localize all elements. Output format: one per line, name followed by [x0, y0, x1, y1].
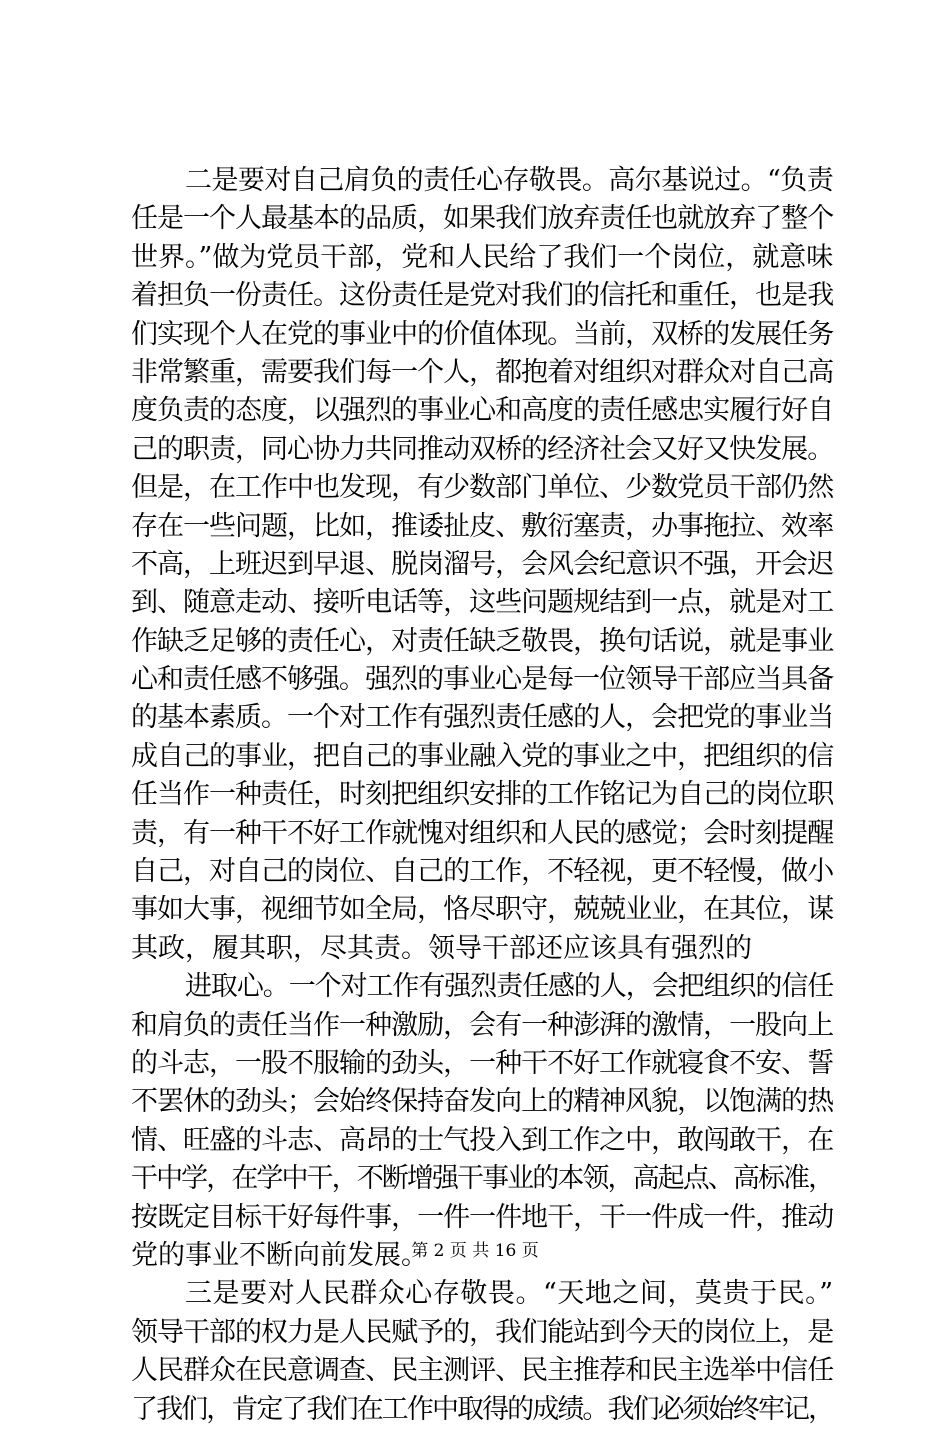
- text-line: 任当作一种责任，时刻把组织安排的工作铭记为自己的岗位职: [131, 779, 833, 811]
- text-line: 着担负一份责任。这份责任是党对我们的信托和重任，也是我: [131, 280, 833, 312]
- text-line: 按既定目标干好每件事，一件一件地干，干一件成一件，推动: [131, 1201, 833, 1233]
- text-line: 责，有一种干不好工作就愧对组织和人民的感觉；会时刻提醒: [131, 817, 833, 849]
- page-footer: 第 2 页 共 16 页: [411, 1241, 539, 1261]
- text-line: 但是，在工作中也发现，有少数部门单位、少数党员干部仍然: [131, 472, 833, 504]
- text-line: 不高，上班迟到早退、脱岗溜号，会风会纪意识不强，开会迟: [131, 548, 833, 580]
- text-line: 存在一些问题，比如，推诿扯皮、敷衍塞责，办事拖拉、效率: [131, 510, 833, 542]
- text-line: 事如大事，视细节如全局，恪尽职守，兢兢业业，在其位，谋: [131, 894, 833, 926]
- text-line: 人民群众在民意调查、民主测评、民主推荐和民主选举中信任: [131, 1355, 833, 1387]
- text-line: 的基本素质。一个对工作有强烈责任感的人，会把党的事业当: [131, 702, 833, 734]
- text-line: 己的职责，同心协力共同推动双桥的经济社会又好又快发展。: [131, 433, 833, 465]
- text-line: 三是要对人民群众心存敬畏。“天地之间，莫贵于民。”: [185, 1278, 833, 1310]
- text-line: 不罢休的劲头；会始终保持奋发向上的精神风貌，以饱满的热: [131, 1086, 833, 1118]
- text-line: 度负责的态度，以强烈的事业心和高度的责任感忠实履行好自: [131, 395, 833, 427]
- text-line: 其政，履其职，尽其责。领导干部还应该具有强烈的: [131, 932, 752, 964]
- text-line: 世界。”做为党员干部，党和人民给了我们一个岗位，就意味: [131, 241, 833, 273]
- text-line: 作缺乏足够的责任心，对责任缺乏敬畏，换句话说，就是事业: [131, 625, 833, 657]
- text-line: 了我们，肯定了我们在工作中取得的成绩。我们必须始终牢记，: [131, 1393, 833, 1425]
- text-line: 进取心。一个对工作有强烈责任感的人，会把组织的信任: [185, 971, 833, 1003]
- text-line: 心和责任感不够强。强烈的事业心是每一位领导干部应当具备: [131, 664, 833, 696]
- text-line: 党的事业不断向前发展。: [131, 1239, 428, 1271]
- text-line: 和肩负的责任当作一种激励，会有一种澎湃的激情，一股向上: [131, 1009, 833, 1041]
- text-line: 干中学，在学中干，不断增强干事业的本领，高起点、高标准，: [131, 1163, 833, 1195]
- text-line: 任是一个人最基本的品质，如果我们放弃责任也就放弃了整个: [131, 203, 833, 235]
- text-line: 二是要对自己肩负的责任心存敬畏。高尔基说过。“负责: [185, 165, 833, 196]
- text-line: 领导干部的权力是人民赋予的，我们能站到今天的岗位上，是: [131, 1316, 833, 1348]
- text-line: 非常繁重，需要我们每一个人，都抱着对组织对群众对自己高: [131, 356, 833, 388]
- text-line: 们实现个人在党的事业中的价值体现。当前，双桥的发展任务: [131, 318, 833, 350]
- text-line: 成自己的事业，把自己的事业融入党的事业之中，把组织的信: [131, 740, 833, 772]
- text-line: 情、旺盛的斗志、高昂的士气投入到工作之中，敢闯敢干，在: [131, 1124, 833, 1156]
- text-line: 的斗志，一股不服输的劲头，一种干不好工作就寝食不安、誓: [131, 1047, 833, 1079]
- text-line: 自己，对自己的岗位、自己的工作，不轻视，更不轻慢，做小: [131, 856, 833, 888]
- text-line: 到、随意走动、接听电话等，这些问题规结到一点，就是对工: [131, 587, 833, 619]
